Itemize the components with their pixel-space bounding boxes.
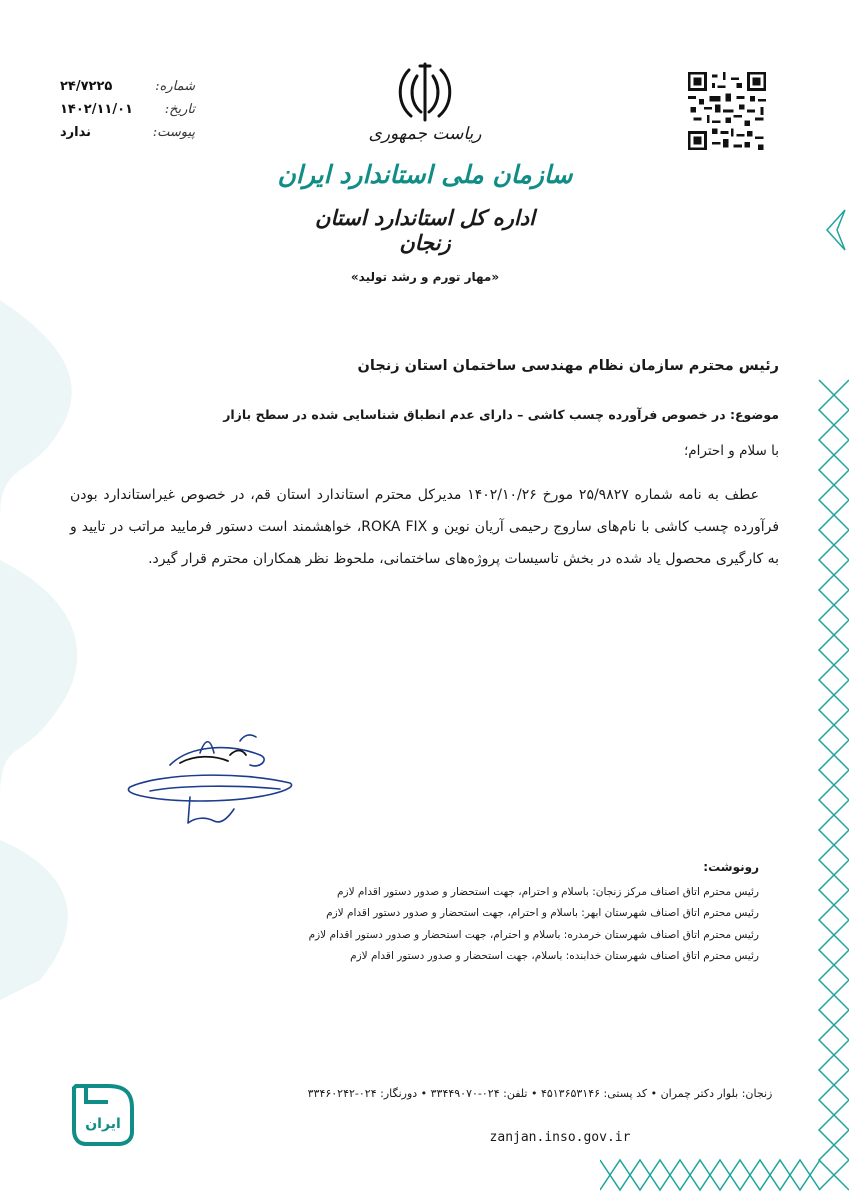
cc-title: رونوشت:	[703, 860, 759, 874]
attachment-value: ندارد	[60, 125, 92, 140]
number-value: ۲۴/۷۲۲۵	[60, 79, 113, 94]
cc-line: رئیس محترم اتاق اصناف مرکز زنجان: باسلام و احترام، جهت استحضار و صدور دستور اقدام لازم	[337, 885, 759, 898]
cc-line: رئیس محترم اتاق اصناف شهرستان خدابنده: باسلام، جهت استحضار و صدور دستور اقدام لازم	[350, 950, 759, 962]
office-name: اداره کل استاندارد استان زنجان	[315, 205, 535, 255]
number-label: شماره:	[155, 79, 195, 94]
letter-body: عطف به نامه شماره ۲۵/۹۸۲۷ مورخ ۱۴۰۲/۱۰/۲۶ مدیرکل محترم استاندارد استان قم، در خصوص غیراستاندارد بودن فرآورده چسب کاشی با نام‌های ساروج رحیمی آریان نوین و ROKA FIX، خواهشمند است دستور فرمایید مراتب در تایید و به کارگیری محصول یاد شده در بخش تاسیسات پروژه‌های ساختمانی، ملحوظ نظر همکاران محترم قرار گیرد.	[70, 487, 780, 567]
slogan: «مهار تورم و رشد تولید»	[350, 270, 500, 284]
cc-line: رئیس محترم اتاق اصناف شهرستان ابهر: باسلام و احترام، جهت استحضار و صدور دستور اقدام لازم	[326, 907, 759, 919]
date-row	[60, 98, 195, 121]
organization-name: سازمان ملی استاندارد ایران	[277, 160, 573, 189]
decorative-border	[815, 200, 849, 1200]
inso-logo-text: ایران	[85, 1116, 121, 1132]
presidency-title: ریاست جمهوری	[368, 124, 482, 144]
letter-subject: موضوع: در خصوص فرآورده چسب کاشی – دارای عدم انطباق شناسایی شده در سطح بازار	[223, 407, 779, 422]
date-value: ۱۴۰۲/۱۱/۰۱	[60, 102, 133, 117]
decorative-border-bottom	[600, 1150, 830, 1200]
recipient-title: رئیس محترم سازمان نظام مهندسی ساختمان استان زنجان	[357, 358, 779, 374]
iran-emblem-icon	[395, 60, 455, 126]
attachment-label: پیوست:	[152, 125, 195, 140]
inso-logo-icon	[68, 1080, 138, 1150]
cc-list	[239, 857, 759, 968]
letter-metadata	[60, 75, 195, 144]
qr-code	[688, 72, 766, 150]
number-row	[60, 75, 195, 98]
greeting: با سلام و احترام؛	[683, 443, 779, 459]
date-label: تاریخ:	[164, 102, 195, 117]
footer-address: زنجان: بلوار دکتر چمران • کد پستی: ۴۵۱۳۶۵۳۱۴۶ • تلفن: ۰۲۴-۳۳۴۴۹۰۷۰ • دورنگار: ۰۲۴-۳۳۴۶۰۲۴۲	[307, 1087, 773, 1100]
watermark-pattern	[0, 300, 110, 1000]
attachment-row	[60, 121, 195, 144]
handwritten-signature	[110, 725, 300, 835]
cc-line: رئیس محترم اتاق اصناف شهرستان خرمدره: باسلام و احترام، جهت استحضار و صدور دستور اقدام لازم	[308, 928, 759, 941]
footer-url: zanjan.inso.gov.ir	[489, 1130, 631, 1145]
